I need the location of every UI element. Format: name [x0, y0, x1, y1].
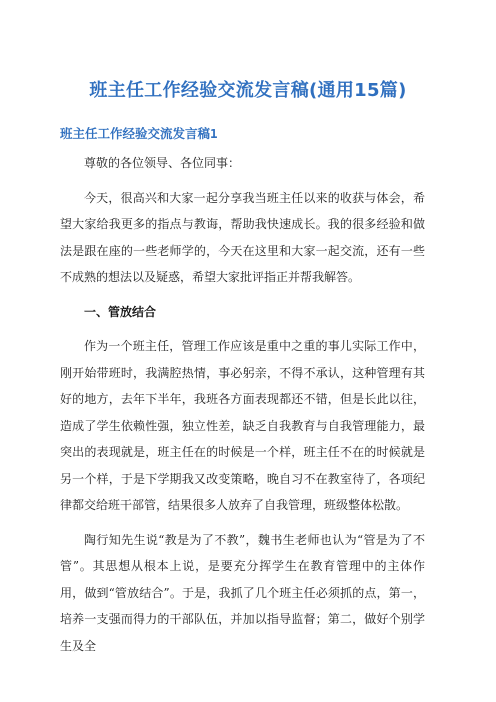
intro-paragraph: 今天，很高兴和大家一起分享我当班主任以来的收获与体会，希望大家给我更多的指点与教诲，帮助我快速成长。我的很多经验和做法是跟在座的一些老师学的，今天在这里和大家一起交流，还有一些不成熟的想法以及疑惑，希望大家批评指正并帮我解答。: [60, 190, 425, 284]
greeting-paragraph: 尊敬的各位领导、各位同事：: [84, 156, 241, 170]
section-title: 班主任工作经验交流发言稿1: [60, 126, 218, 141]
document-body: [60, 150, 425, 667]
subheading-management: 一、管放结合: [84, 304, 157, 319]
quote-paragraph: 陶行知先生说“教是为了不教”，魏书生老师也认为“管是为了不管”。其思想从根本上说，是要充分挥学生在教育管理中的主体作用，做到“管放结合”。于是，我抓了几个班主任必须抓的点，第一，培养一支强而得力的干部队伍，并加以指导监督；第二，做好个别学生及全: [60, 532, 425, 653]
management-paragraph: 作为一个班主任，管理工作应该是重中之重的事儿实际工作中，刚开始带班时，我满腔热情，事必躬亲，不得不承认，这种管理有其好的地方，去年下半年，我班各方面表现都还不错，但是长此以往，造成了学生依赖性强，独立性差，缺乏自我教育与自我管理能力，最突出的表现就是，班主任在的时候是一个样，班主任不在的时候就是另一个样，于是下学期我又改变策略，晚自习不在教室待了，各项纪律都交给班干部管，结果很多人放弃了自我管理，班级整体松散。: [60, 339, 425, 512]
document-title: 班主任工作经验交流发言稿(通用15篇): [89, 80, 407, 101]
